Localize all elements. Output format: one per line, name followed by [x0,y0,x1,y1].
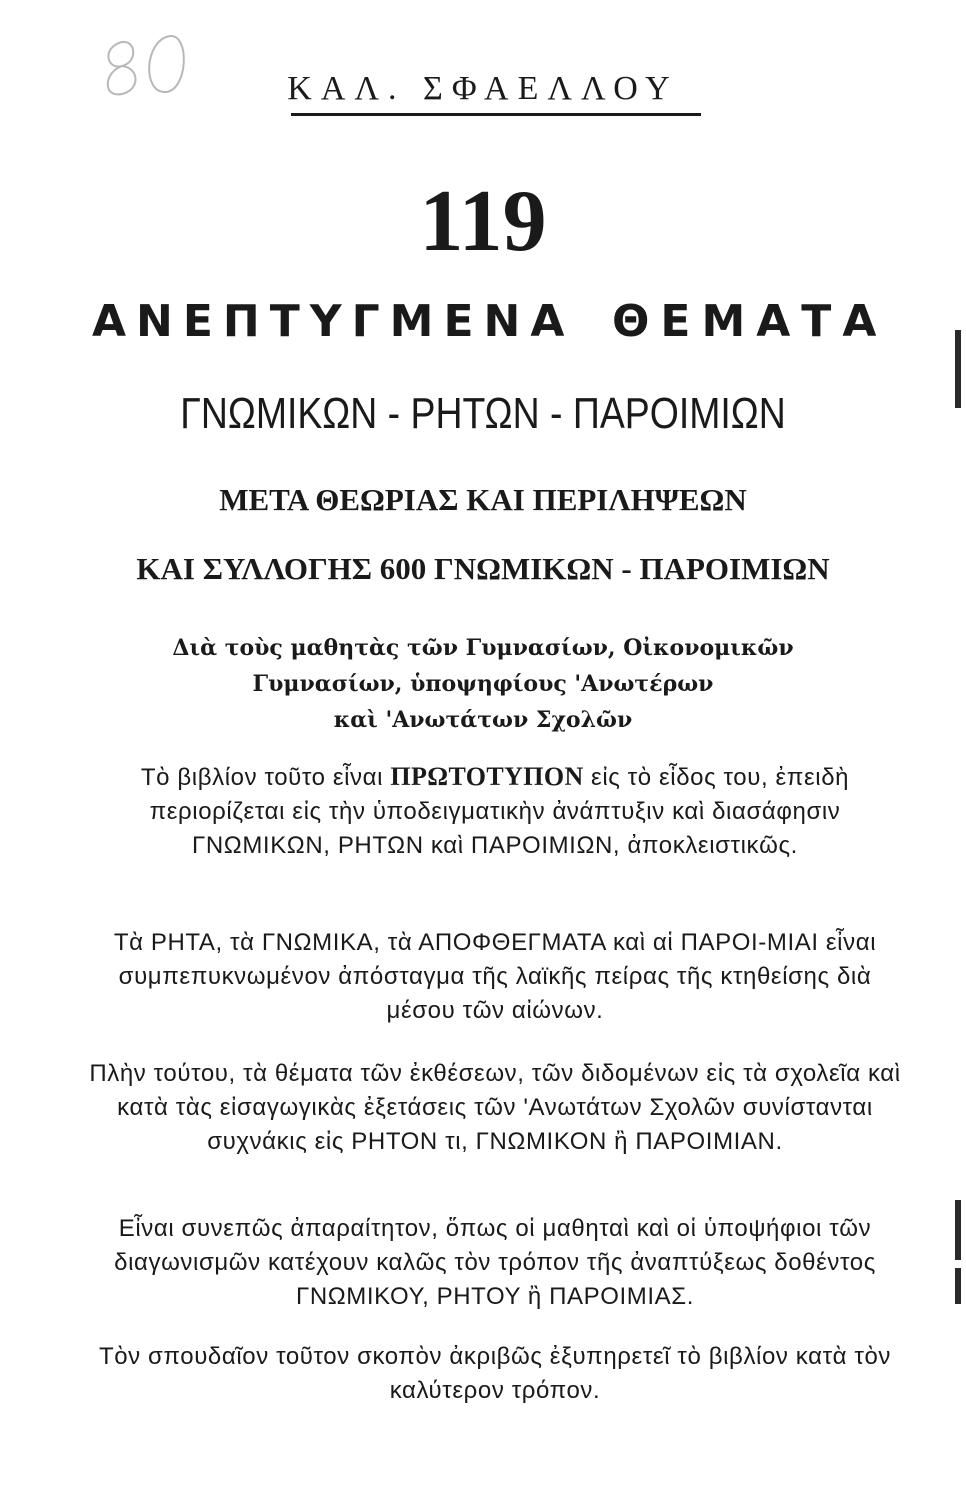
paragraph-proverbs: Τὰ ΡΗΤΑ, τὰ ΓΝΩΜΙΚΑ, τὰ ΑΠΟΦΘΕΓΜΑΤΑ καὶ αἱ ΠΑΡΟΙ-ΜΙΑΙ εἶναι συμπεπυκνωμένον ἀπόσταγμα τῆς λαϊκῆς πείρας τῆς κτηθείσης διὰ μέσου τῶν αἰώνων. [113,929,877,1024]
scan-edge-mark [955,1268,961,1304]
book-number: 119 [419,173,547,270]
paragraph-necessity: Εἶναι συνεπῶς ἀπαραίτητον, ὅπως οἱ μαθηταὶ καὶ οἱ ὑποψήφιοι τῶν διαγωνισμῶν κατέχουν καλῶς τὸν τρόπον τῆς ἀναπτύξεως δοθέντος ΓΝΩΜΙΚΟΥ, ΡΗΤΟΥ ἢ ΠΑΡΟΙΜΙΑΣ. [114,1215,876,1310]
author-name: ΚΑΛ. ΣΦΑΕΛΛΟΥ [287,70,679,107]
paragraph-original [85,760,905,863]
paragraph-purpose: Τὸν σπουδαῖον τοῦτον σκοπὸν ἀκριβῶς ἐξυπηρετεῖ τὸ βιβλίον κατὰ τὸν καλύτερον τρόπον. [98,1343,892,1404]
paragraph-exams: Πλὴν τούτου, τὰ θέματα τῶν ἐκθέσεων, τῶν διδομένων εἰς τὰ σχολεῖα καὶ κατὰ τὰς εἰσαγωγικὰς ἐξετάσεις τῶν 'Ανωτάτων Σχολῶν συνίστανται συχνάκις εἰς ΡΗΤΟΝ τι, ΓΝΩΜΙΚΟΝ ἢ ΠΑΡΟΙΜΙΑΝ. [89,1060,901,1155]
subtitle-theory: ΜΕΤΑ ΘΕΩΡΙΑΣ ΚΑΙ ΠΕΡΙΛΗΨΕΩΝ [219,482,747,517]
audience-line: Γυμνασίων, ὑποψηφίους 'Ανωτέρων [252,671,714,697]
audience-line: καὶ 'Ανωτάτων Σχολῶν [333,707,633,733]
author-underline [291,113,701,116]
paragraph-text: Τὸ βιβλίον τοῦτο εἶναι [140,764,384,791]
scan-edge-mark [955,330,961,408]
scan-edge-mark [955,1200,961,1260]
subtitle: ΓΝΩΜΙΚΩΝ - ΡΗΤΩΝ - ΠΑΡΟΙΜΙΩΝ [180,389,786,438]
emphasis-original: ΠΡΩΤΟΤΥΠΟΝ [390,762,584,791]
audience-block [0,630,966,738]
title-word-developed: ΑΝΕΠΤΥΓΜΕΝΑ [92,296,575,347]
audience-line: Διὰ τοὺς μαθητὰς τῶν Γυμνασίων, Οἰκονομικῶν [172,635,794,661]
subtitle-collection: ΚΑΙ ΣΥΛΛΟΓΗΣ 600 ΓΝΩΜΙΚΩΝ - ΠΑΡΟΙΜΙΩΝ [136,551,830,586]
paragraph-text: εἰς τὸ εἶδος του, ἐπειδὴ περιορίζεται εἰς τὴν ὑποδειγματικὴν ἀνάπτυξιν καὶ διασάφησιν ΓΝΩΜΙΚΩΝ, ΡΗΤΩΝ καὶ ΠΑΡΟΙΜΙΩΝ, ἀποκλειστικῶς. [149,764,850,859]
title-word-themes: ΘΕΜΑΤΑ [612,296,888,347]
